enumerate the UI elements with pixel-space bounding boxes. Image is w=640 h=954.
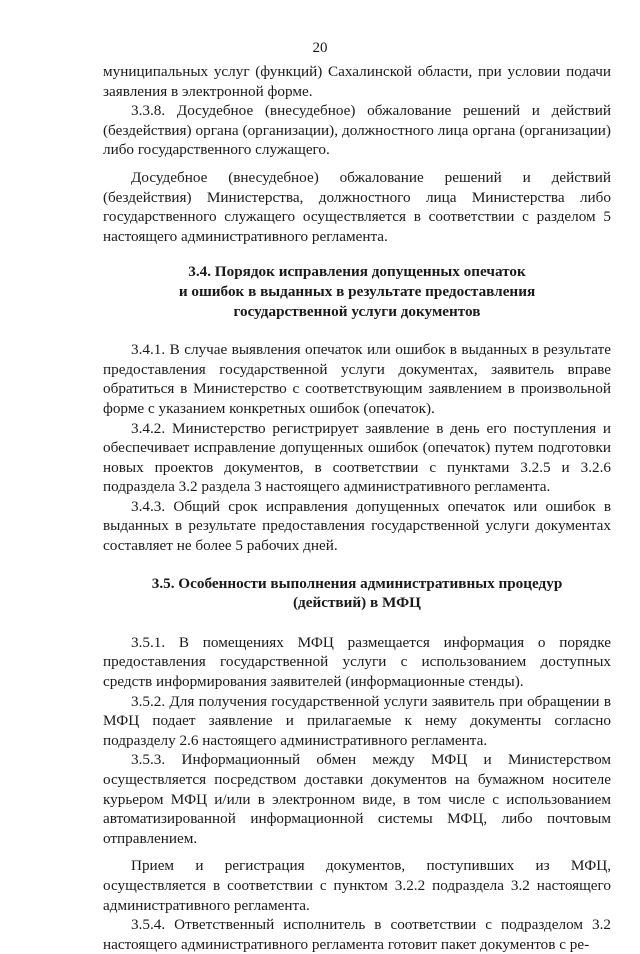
paragraph-pretrial-appeal: Досудебное (внесудебное) обжалование решений и действий (бездействия) Министерства, должностного лица Министерства либо государственного служащего осуществляется в соответствии с разделом 5 настоящего административного регламента.	[103, 168, 611, 245]
section-3-4-heading	[103, 262, 611, 321]
paragraph-continuation: муниципальных услуг (функций) Сахалинской области, при условии подачи заявления в электронной форме.	[103, 63, 611, 100]
paragraph-3-4-1: 3.4.1. В случае выявления опечаток или ошибок в выданных в результате предоставления государственной услуги документах, заявитель вправе обратиться в Министерство с соответствующим заявлением в произвольной форме с указанием конкретных ошибок (опечаток).	[103, 341, 611, 417]
section-3-5-heading-line-1: 3.5. Особенности выполнения административных процедур	[151, 574, 563, 592]
paragraph-3-5-1: 3.5.1. В помещениях МФЦ размещается информация о порядке предоставления государственной услуги с использованием доступных средств информирования заявителей (информационные стенды).	[103, 633, 611, 691]
section-3-5-heading	[103, 574, 611, 613]
paragraph-3-5-2: 3.5.2. Для получения государственной услуги заявитель при обращении в МФЦ подает заявление и прилагаемые к нему документы согласно подразделу 2.6 настоящего административного регламента.	[103, 692, 611, 749]
paragraph-3-3-8: 3.3.8. Досудебное (внесудебное) обжалование решений и действий (бездействия) органа (организации), должностного лица органа (организации) либо государственного служащего.	[103, 102, 611, 159]
section-3-5-heading-line-2: (действий) в МФЦ	[293, 594, 421, 612]
paragraph-3-5-4: 3.5.4. Ответственный исполнитель в соответствии с подразделом 3.2 настоящего административного регламента готовит пакет документов с ре-	[103, 916, 611, 953]
section-3-4-heading-line-3: государственной услуги документов	[233, 302, 481, 320]
section-3-4-heading-line-1: 3.4. Порядок исправления допущенных опечаток	[188, 263, 526, 281]
section-3-4-heading-line-2: и ошибок в выданных в результате предоставления	[178, 282, 536, 300]
document-body	[103, 62, 611, 954]
paragraph-3-4-3: 3.4.3. Общий срок исправления допущенных опечаток или ошибок в выданных в результате предоставления государственной услуги документах составляет не более 5 рабочих дней.	[103, 497, 611, 555]
paragraph-3-5-3: 3.5.3. Информационный обмен между МФЦ и Министерством осуществляется посредством доставки документов на бумажном носителе курьером МФЦ и/или в электронном виде, в том числе с использованием автоматизированной информационной системы МФЦ, либо почтовым отправлением.	[103, 751, 611, 847]
paragraph-mfc-documents: Прием и регистрация документов, поступивших из МФЦ, осуществляется в соответствии с пунктом 3.2.2 подраздела 3.2 настоящего административного регламента.	[103, 857, 611, 914]
paragraph-3-4-2: 3.4.2. Министерство регистрирует заявление в день его поступления и обеспечивает исправление допущенных ошибок (опечаток) путем подготовки новых проектов документов, в соответствии с пунктами 3.2.5 и 3.2.6 подраздела 3.2 раздела 3 настоящего административного регламента.	[103, 419, 611, 496]
page-number: 20	[312, 40, 328, 56]
